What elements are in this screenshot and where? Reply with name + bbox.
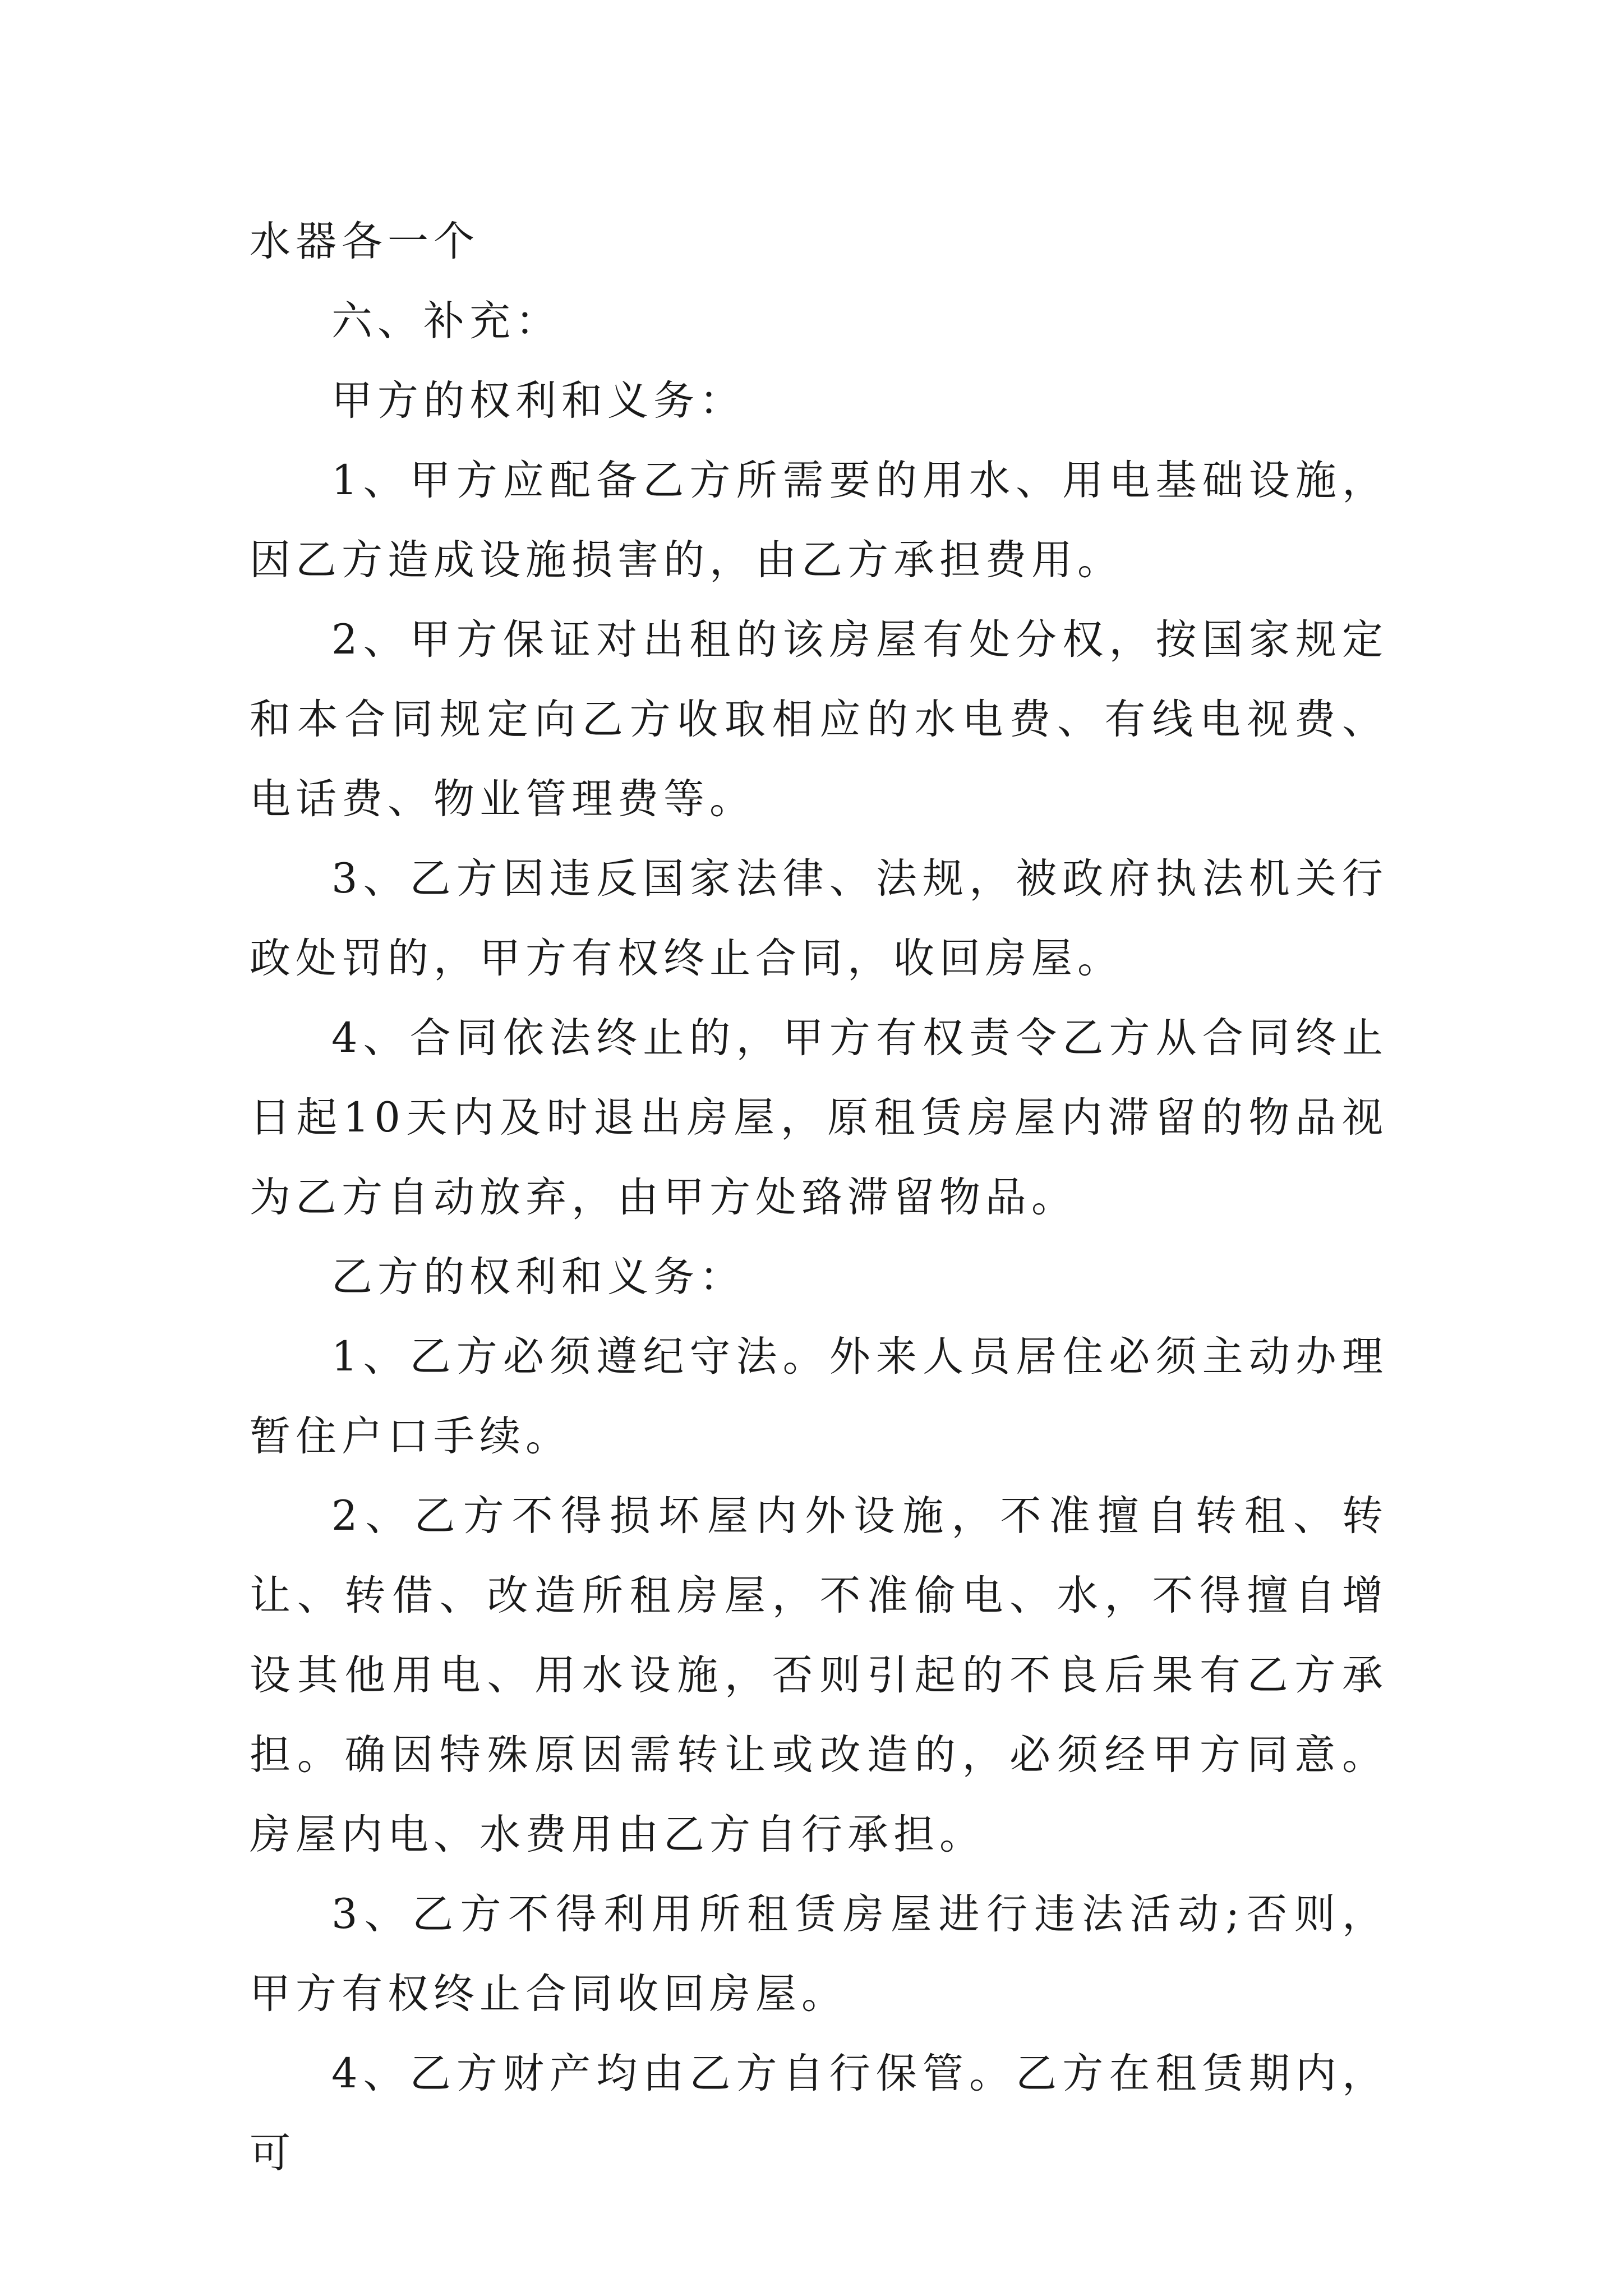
party-a-clause-2: 2、甲方保证对出租的该房屋有处分权，按国家规定和本合同规定向乙方收取相应的水电费、有线电视费、电话费、物业管理费等。: [250, 616, 1388, 823]
subheading-party-a-rights: 甲方的权利和义务：: [331, 377, 745, 425]
party-b-clause-3: 3、乙方不得利用所租赁房屋进行违法活动;否则，甲方有权终止合同收回房屋。: [250, 1890, 1388, 2018]
party-a-clause-4: 4、合同依法终止的，甲方有权责令乙方从合同终止日起10天内及时退出房屋，原租赁房屋内滞留的物品视为乙方自动放弃，由甲方处臵滞留物品。: [250, 1014, 1388, 1221]
section-heading-supplement: 六、补充：: [331, 297, 561, 345]
document-body: [250, 202, 1388, 2193]
party-a-clause-1: 1、甲方应配备乙方所需要的用水、用电基础设施，因乙方造成设施损害的，由乙方承担费用。: [250, 457, 1388, 584]
party-b-clause-2: 2、乙方不得损坏屋内外设施，不准擅自转租、转让、转借、改造所租房屋，不准偷电、水，不得擅自增设其他用电、用水设施，否则引起的不良后果有乙方承担。确因特殊原因需转让或改造的，必须经甲方同意。房屋内电、水费用由乙方自行承担。: [250, 1492, 1388, 1858]
party-a-clause-3: 3、乙方因违反国家法律、法规，被政府执法机关行政处罚的，甲方有权终止合同，收回房屋。: [250, 855, 1388, 982]
subheading-party-b-rights: 乙方的权利和义务：: [331, 1253, 745, 1301]
party-b-clause-4: 4、乙方财产均由乙方自行保管。乙方在租赁期内，可: [250, 2050, 1388, 2177]
party-b-clause-1: 1、乙方必须遵纪守法。外来人员居住必须主动办理暂住户口手续。: [250, 1333, 1388, 1460]
paragraph-water-heater: 水器各一个: [250, 218, 479, 265]
